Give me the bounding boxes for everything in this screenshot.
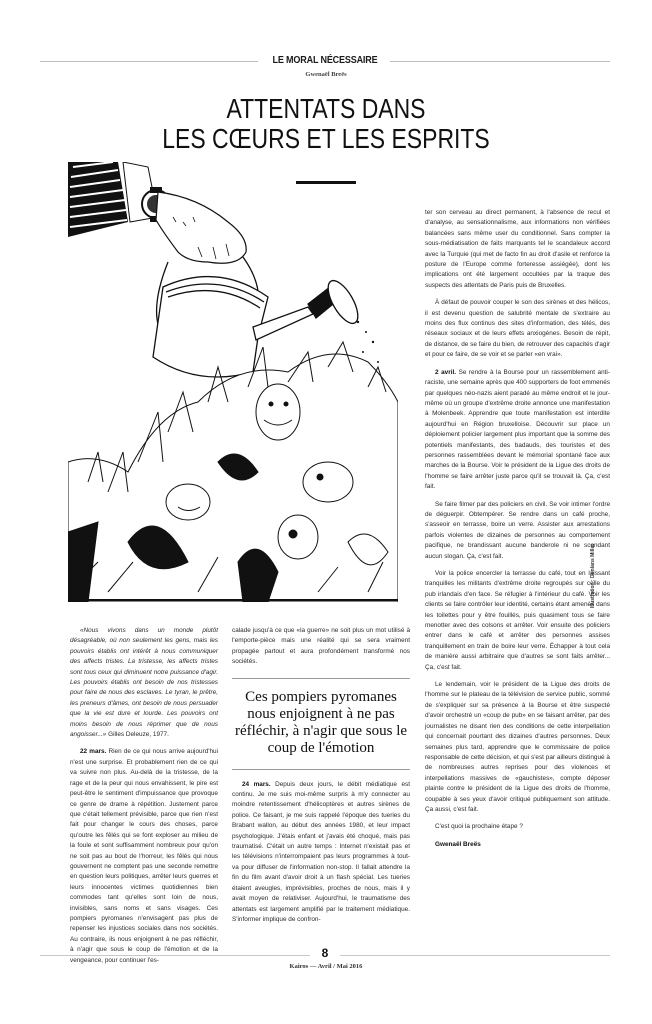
column-1 — [70, 626, 218, 973]
paragraph: ter son cerveau au direct permanent, à l'absence de recul et d'analyse, au sensationnalisme, aux informations non vérifiées balancées sans même user du conditionnel. Sans compter la sous-médiatisation de faits marquants tel le scandaleux accord avec la Turquie (qui met de facto fin au droit d'asile et renforce la posture de l'Europe comme forteresse assiégée), dont les implications ont été largement occultées par la traque des suspects des attentats de Paris puis de Bruxelles. — [425, 209, 610, 289]
paragraph: À défaut de pouvoir couper le son des sirènes et des hélicos, il est devenu question de salubrité mentale de s'extraire au moins des flux continus des sites d'information, des télés, des réseaux sociaux et de leurs effets anxiogènes. Besoin de répit, de distance, de se faire du bien, de retrouver des capacités d'agir et pour ce faire, de se voir et se parler «en vrai». — [425, 299, 610, 359]
epigraph-quote: «Nous vivons dans un monde plutôt désagréable, où non seulement les gens, mais les pouvoirs établis ont intérêt à nous communiquer des affects tristes. La tristesse, les affects tristes sont tous ceux qui diminuent notre puissance d'agir. Les pouvoirs établis ont besoin de nos tristesses pour faire de nous des esclaves. Le tyran, le prêtre, les preneurs d'âmes, ont besoin de nous persuader que la vie est dure et lourde. Les pouvoirs ont moins besoin de nous réprimer que de nous angoisser...» — [70, 627, 218, 739]
date-lead: 24 mars. — [242, 780, 271, 788]
paragraph-text: Se rendre à la Bourse pour un rassemblement anti-raciste, une semaine après que 400 supporters de foot emmenés par quelques néo-nazis aient paradé au même endroit et le jour-même où un groupe d'extrême droite annonce une manifestation à Molenbeek. Apprendre que toute manifestation est interdite aujourd'hui en Région bruxelloise. Découvrir sur place un déploiement policier largement plus important que la somme des potentiels manifestants, des badauds, des touristes et des personnes rassemblées devant le mémorial spontané face aux marches de la Bourse. Voir le président de la Ligue des droits de l'homme se faire arrêter juste parce qu'il se trouvait là. Ça, c'est fait. — [425, 368, 610, 491]
paragraph: Se faire filmer par des policiers en civil. Se voir intimer l'ordre de déguerpir. Obtempérer. Se rendre dans un café proche, s'asseoir en terrasse, boire un verre. Assister aux arrestations parfois violentes de dizaines de personnes au comportement pacifique, ne brandissant aucune banderole ni ne scandant aucun slogan. Ça, c'est fait. — [425, 500, 610, 560]
footer-divider-left — [40, 955, 310, 956]
epigraph-source: Gilles Deleuze, 1977. — [106, 731, 169, 739]
date-lead: 22 mars. — [80, 748, 107, 756]
epigraph — [70, 626, 218, 740]
rubric-divider-right — [390, 61, 610, 62]
plant-jungle — [68, 342, 398, 602]
column-3 — [425, 208, 610, 857]
illustration — [68, 162, 398, 602]
footer-divider-right — [340, 955, 610, 956]
article-title — [59, 94, 594, 154]
paragraph: Voir la police encercler la terrasse du café, tout en laissant tranquilles les militants d'extrême droite regroupés sur celle du pub irlandais d'en face. Se réfugier à l'intérieur du café. Voir les clients se faire contrôler leur identité, certains étant amenés dans les toilettes pour y être fouillés, puis quasiment tous se faire menotter avec des colsons et arrêter. Voir ensuite des policiers entrer dans le café et arrêter des personnes assises tranquillement en train de boire leur verre. Échapper à tout cela de manière aussi arbitraire que d'autres se sont faits arrêter... Ça, c'est fait. — [425, 570, 610, 671]
paragraph-text: Depuis deux jours, le débit médiatique est continu. Je me suis moi-même surpris à m'y connecter au moindre retentissement d'hélicoptères et autres sirènes de police. Ce faisant, je me suis rappelé l'époque des tueries du Brabant wallon, au début des années 1980, et leur impact psychologique. J'étais enfant et j'avais été choqué, mais pas traumatisé. C'était un autre temps : Internet n'existait pas et les télévisions n'interrompaient pas leurs programmes à tout-va pour diffuser de l'information non-stop. Il fallait attendre la fin du film avant d'avoir droit à un flash spécial. Les tueries étaient aveugles, imprévisibles, proches de nous, mais il y avait moyen de relativiser. Aujourd'hui, le traumatisme des attentats est largement amplifié par le traitement médiatique. S'informer implique de confron- — [232, 780, 410, 923]
title-rule — [296, 181, 356, 184]
signature: Gwenaël Breës — [435, 840, 481, 848]
byline: Gwenaël Breës — [305, 71, 347, 78]
paragraph: Le lendemain, voir le président de la Ligue des droits de l'homme sur le plateau de la télévision de service public, sommé de s'expliquer sur sa présence à la Bourse et être suspecté d'avoir orchestré un «coup de pub» en se faisant arrêter, par des journalistes ne disant rien des conditions de cette interpellation qui concernait pourtant des dizaines d'autres personnes. Deux semaines plus tard, apprendre que le commissaire de police responsable de cette décision, et qui s'est par ailleurs distingué à de nombreuses autres reprises pour des violences et interpellations massives de «gauchistes», compte déposer plainte contre le président de la Ligue des droits de l'homme, coupable à ses yeux d'avoir critiqué publiquement son attitude. Ça aussi, c'est fait. — [425, 681, 610, 813]
paragraph — [70, 747, 218, 966]
rubric-header — [0, 54, 652, 68]
pull-quote: Ces pompiers pyromanes nous enjoignent à ne pas réfléchir, à n'agir que sous le coup de l'émotion — [232, 678, 410, 770]
hand — [156, 192, 246, 263]
watering-can-illustration — [68, 162, 398, 602]
publication-footer: Kairos — Avril / Mai 2016 — [289, 963, 363, 970]
paragraph — [232, 780, 410, 926]
date-lead: 2 avril. — [435, 368, 457, 376]
paragraph: C'est quoi la prochaine étape ? — [435, 823, 523, 831]
rubric-label: LE MORAL NÉCESSAIRE — [272, 54, 378, 66]
paragraph: calade jusqu'à ce que «la guerre» ne soit plus un mot utilisé à l'emporte-pièce mais une réalité qui se sera vraiment propagée partout et aura profondément transformé nos sociétés. — [232, 627, 410, 666]
column-2 — [232, 626, 410, 932]
title-line-1: ATTENTATS DANS — [226, 93, 426, 124]
paragraph — [425, 368, 610, 493]
paragraph-text: Rien de ce qui nous arrive aujourd'hui n'est une surprise. Et probablement rien de ce qui va suivre non plus. Au-delà de la tristesse, de la rage et de la peur qui nous envahissent, le pire est peut-être le sentiment d'impuissance que provoque ce genre de drame à répétition. Justement parce que c'était tellement prévisible, parce que rien n'est fait pour changer le cours des choses, parce qu'outre les fêlés qui se font exploser au milieu de la foule et sont suffisamment nombreux pour qu'on ne soit pas au bout de l'horreur, les fêlés qui nous gouvernent ne comptent pas une seconde remettre en question leurs politiques, arrêter leurs guerres et leurs innocentes victimes quotidiennes bien commodes tant qu'elles sont loin de nous, invisibles, sans noms et sans visages. Ces pompiers pyromanes n'envisagent pas plus de repenser les injustices sociales dans nos sociétés. Au contraire, ils nous enjoignent à ne pas réfléchir, à n'agir que sous le coup de l'émotion et de la vengeance, pour continuer l'es- — [70, 748, 218, 964]
illustration-credit: Illustration : Donlans Millet — [590, 544, 596, 608]
title-line-2: LES CŒURS ET LES ESPRITS — [162, 123, 490, 154]
page-number: 8 — [321, 946, 329, 960]
rubric-divider-left — [40, 61, 258, 62]
